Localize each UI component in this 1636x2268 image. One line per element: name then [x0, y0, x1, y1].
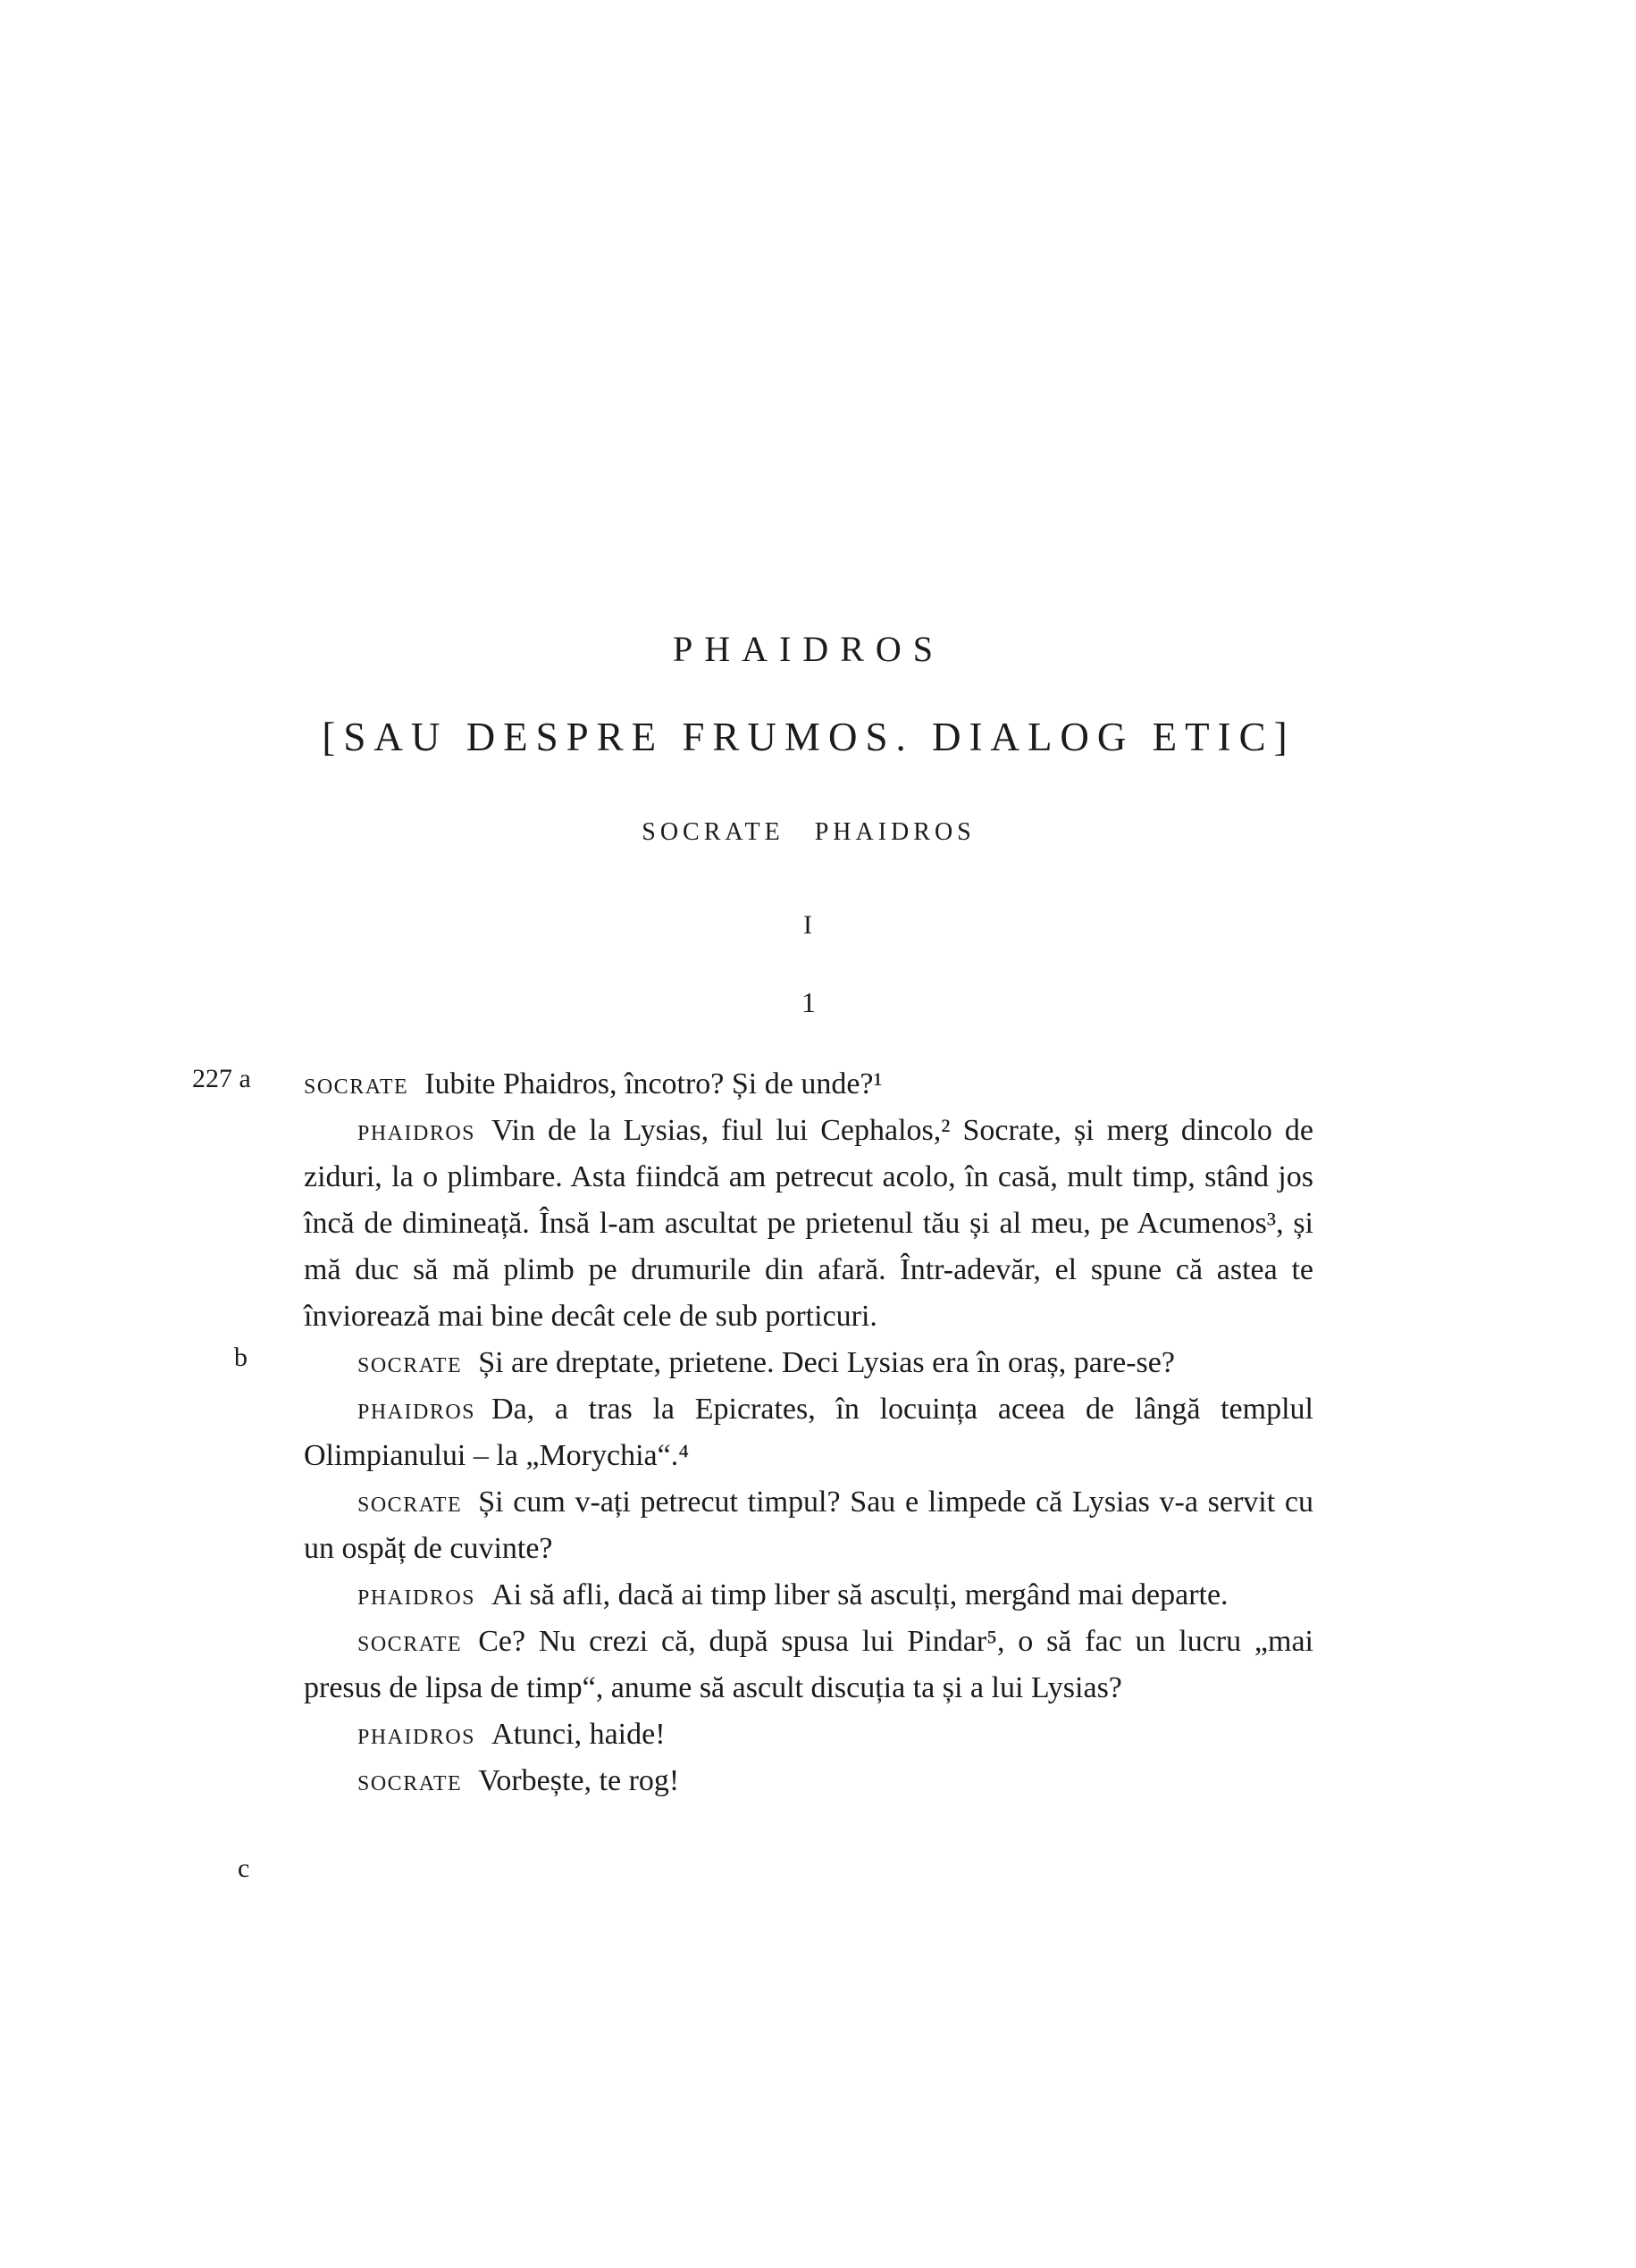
dialogue-paragraph — [304, 1758, 1313, 1804]
dialogue-paragraph — [304, 1572, 1313, 1619]
dialogue-paragraph — [304, 1108, 1313, 1340]
dialogue-paragraph — [304, 1619, 1313, 1711]
speech-text: Ai să afli, dacă ai timp liber să asculți, mergând mai departe. — [491, 1578, 1229, 1611]
speaker-name: socrate — [357, 1625, 463, 1658]
speaker-name: phaidros — [357, 1114, 476, 1147]
speaker-name: phaidros — [357, 1578, 476, 1611]
speaker-name: socrate — [304, 1067, 409, 1101]
speaker-name: phaidros — [357, 1393, 476, 1426]
margin-note-stephanus-227a: 227 a — [192, 1064, 251, 1093]
speech-text: Ce? Nu crezi că, după spusa lui Pindar⁵, o să fac un lucru „mai presus de lipsa de timp“, anume să ascult discuția ta și a lui Lysias? — [304, 1625, 1313, 1704]
margin-note-stephanus-c: c — [238, 1854, 250, 1883]
part-numeral: I — [803, 910, 814, 940]
speaker-name: socrate — [357, 1485, 463, 1519]
speech-text: Vorbește, te rog! — [478, 1764, 680, 1797]
dialogue-body — [304, 1061, 1313, 1804]
page-title: PHAIDROS — [672, 629, 945, 669]
speech-text: Și are dreptate, prietene. Deci Lysias era în oraș, pare-se? — [478, 1346, 1175, 1379]
speech-text: Atunci, haide! — [491, 1718, 666, 1751]
dialogue-paragraph — [304, 1340, 1313, 1386]
text-column — [304, 629, 1313, 1804]
characters-list: SOCRATE PHAIDROS — [642, 818, 976, 846]
dialogue-paragraph — [304, 1061, 1313, 1108]
page-subtitle: [SAU DESPRE FRUMOS. DIALOG ETIC] — [322, 715, 1296, 759]
dialogue-paragraph — [304, 1479, 1313, 1572]
speaker-name: phaidros — [357, 1718, 476, 1751]
speech-text: Da, a tras la Epicrates, în locuința aceea de lângă templul Olimpianului – la „Morychia“.⁴ — [304, 1393, 1313, 1472]
speaker-name: socrate — [357, 1346, 463, 1379]
speaker-name: socrate — [357, 1764, 463, 1797]
speech-text: Iubite Phaidros, încotro? Și de unde?¹ — [424, 1067, 883, 1101]
speech-text: Și cum v-ați petrecut timpul? Sau e limpede că Lysias v-a servit cu un ospăț de cuvinte? — [304, 1485, 1313, 1565]
dialogue-paragraph — [304, 1386, 1313, 1479]
section-number: 1 — [801, 986, 816, 1018]
dialogue-paragraph — [304, 1711, 1313, 1758]
speech-text: Vin de la Lysias, fiul lui Cephalos,² Socrate, și merg dincolo de ziduri, la o plimbare. Asta fiindcă am petrecut acolo, în casă, mult timp, stând jos încă de dimineață. Însă l-am ascultat pe prietenul tău și al meu, pe Acumenos³, și mă duc să mă plimb pe drumurile din afară. Într-adevăr, el spune că astea te înviorează mai bine decât cele de sub porticuri. — [304, 1114, 1313, 1333]
margin-note-stephanus-b: b — [234, 1343, 247, 1372]
